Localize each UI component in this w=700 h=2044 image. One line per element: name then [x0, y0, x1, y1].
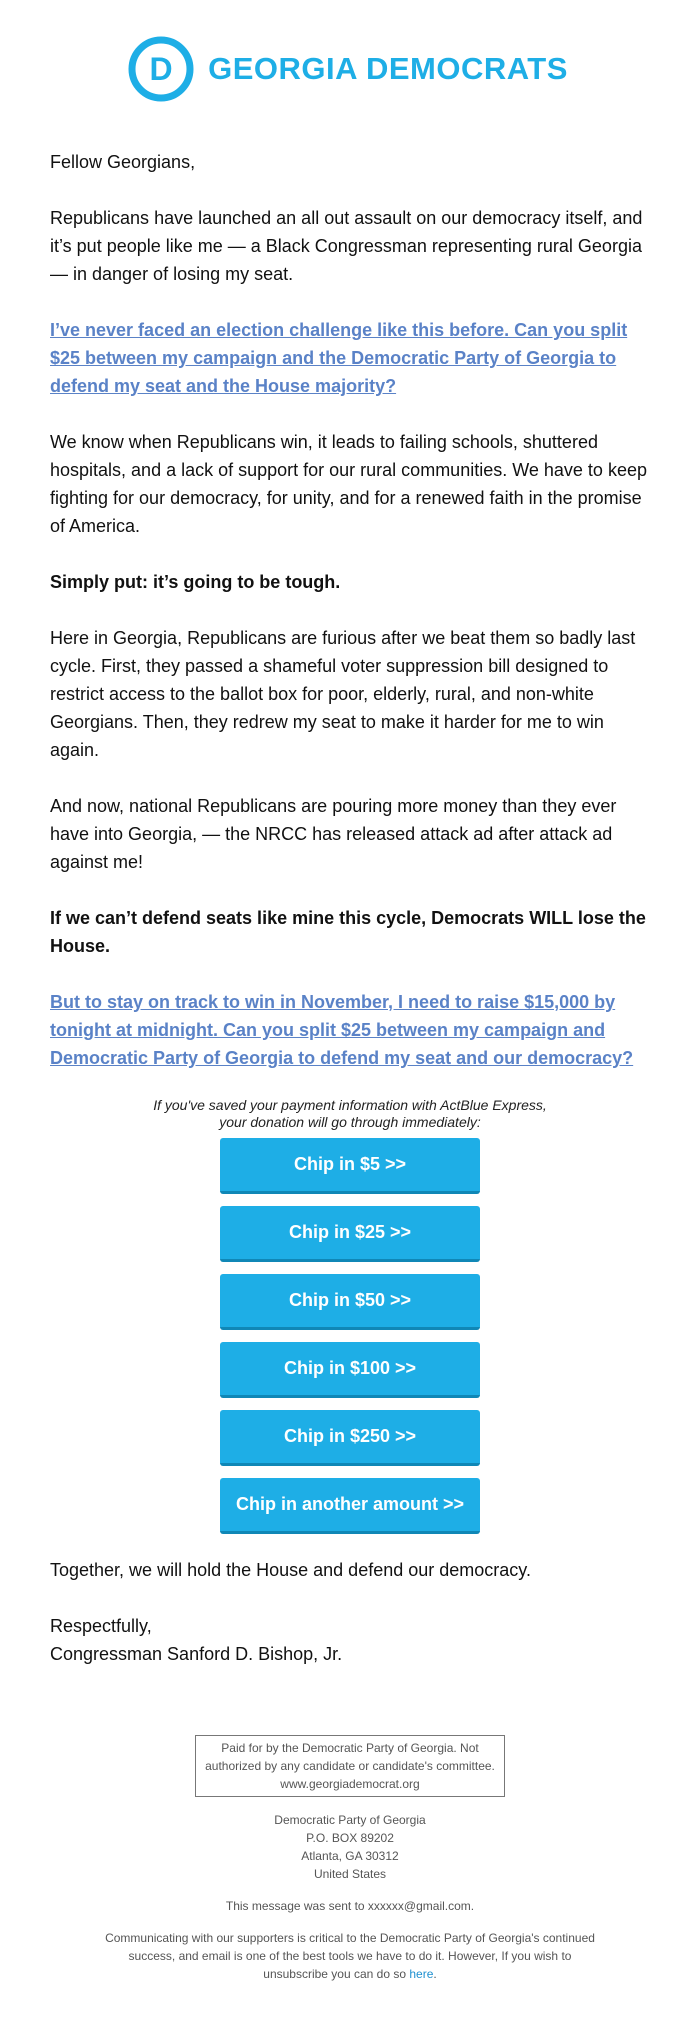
email-header: [0, 0, 700, 135]
donation-section: [0, 1097, 700, 1546]
unsubscribe-text: Communicating with our supporters is critical to the Democratic Party of Georgia's continued success, and email is one of the best tools we have to do it. However, If you wish to unsubscribe you can do so: [105, 1931, 595, 1981]
mailing-address: [274, 1811, 425, 1883]
donate-ask-link-2[interactable]: But to stay on track to win in November, I need to raise $15,000 by tonight at midnight. Can you split $25 between my campaign and Democratic Party of Georgia to defend my seat and our democracy?: [50, 992, 634, 1068]
address-po-box: P.O. BOX 89202: [306, 1831, 394, 1845]
paragraph-2: We know when Republicans win, it leads to failing schools, shuttered hospitals, and a lack of support for our rural communities. We have to keep fighting for our democracy, for unity, and for a renewed faith in the promise of America.: [50, 432, 647, 536]
greeting: Fellow Georgians,: [50, 152, 196, 172]
disclaimer-website: www.georgiademocrat.org: [280, 1777, 420, 1791]
sent-prefix: This message was sent to: [225, 1899, 368, 1913]
bold-statement-1: Simply put: it’s going to be tough.: [50, 572, 341, 592]
chip-in-25-button[interactable]: Chip in $25 >>: [220, 1206, 480, 1262]
signature: Congressman Sanford D. Bishop, Jr.: [50, 1644, 343, 1664]
paid-for-disclaimer: [195, 1735, 505, 1797]
email-body: [50, 148, 650, 1072]
email-footer: [0, 1735, 700, 1983]
chip-in-5-button[interactable]: Chip in $5 >>: [220, 1138, 480, 1194]
address-country: United States: [313, 1867, 387, 1881]
brand-name: GEORGIA DEMOCRATS: [208, 50, 568, 86]
actblue-note: [153, 1097, 547, 1131]
paragraph-1: Republicans have launched an all out assault on our democracy itself, and it’s put people like me — a Black Congressman representing rural Georgia — in danger of losing my seat.: [50, 208, 643, 284]
donate-ask-link-1[interactable]: I’ve never faced an election challenge like this before. Can you split $25 between my campaign and the Democratic Party of Georgia to defend my seat and the House majority?: [50, 320, 628, 396]
actblue-note-line-1: If you've saved your payment information with ActBlue Express,: [153, 1097, 547, 1113]
closing-line: Together, we will hold the House and defend our democracy.: [50, 1560, 531, 1580]
chip-in-50-button[interactable]: Chip in $50 >>: [220, 1274, 480, 1330]
address-city: Atlanta, GA 30312: [301, 1849, 399, 1863]
recipient-email: xxxxxx@gmail.com.: [367, 1899, 475, 1913]
bold-statement-2: If we can’t defend seats like mine this cycle, Democrats WILL lose the House.: [50, 908, 646, 956]
chip-in-100-button[interactable]: Chip in $100 >>: [220, 1342, 480, 1398]
paragraph-4: And now, national Republicans are pouring more money than they ever have into Georgia, — the NRCC has released attack ad after attack ad against me!: [50, 796, 617, 872]
sent-to-notice: [226, 1897, 474, 1915]
actblue-note-line-2: your donation will go through immediately:: [219, 1114, 481, 1130]
democrats-d-logo-icon: [128, 36, 194, 102]
disclaimer-line-1: Paid for by the Democratic Party of Georgia. Not: [221, 1741, 479, 1755]
sign-off: Respectfully,: [50, 1616, 152, 1636]
unsubscribe-end: .: [433, 1967, 437, 1981]
unsubscribe-notice: [105, 1929, 595, 1983]
logo-letter: D: [149, 50, 173, 87]
closing-section: [50, 1556, 650, 1668]
address-org: Democratic Party of Georgia: [274, 1813, 426, 1827]
unsubscribe-link[interactable]: here: [409, 1967, 434, 1981]
chip-in-other-amount-button[interactable]: Chip in another amount >>: [220, 1478, 480, 1534]
paragraph-3: Here in Georgia, Republicans are furious after we beat them so badly last cycle. First, they passed a shameful voter suppression bill designed to restrict access to the ballot box for poor, elderly, rural, and non-white Georgians. Then, they redrew my seat to make it harder for me to win again.: [50, 628, 636, 760]
logo[interactable]: [128, 36, 568, 102]
disclaimer-line-2: authorized by any candidate or candidate's committee.: [205, 1759, 495, 1773]
chip-in-250-button[interactable]: Chip in $250 >>: [220, 1410, 480, 1466]
